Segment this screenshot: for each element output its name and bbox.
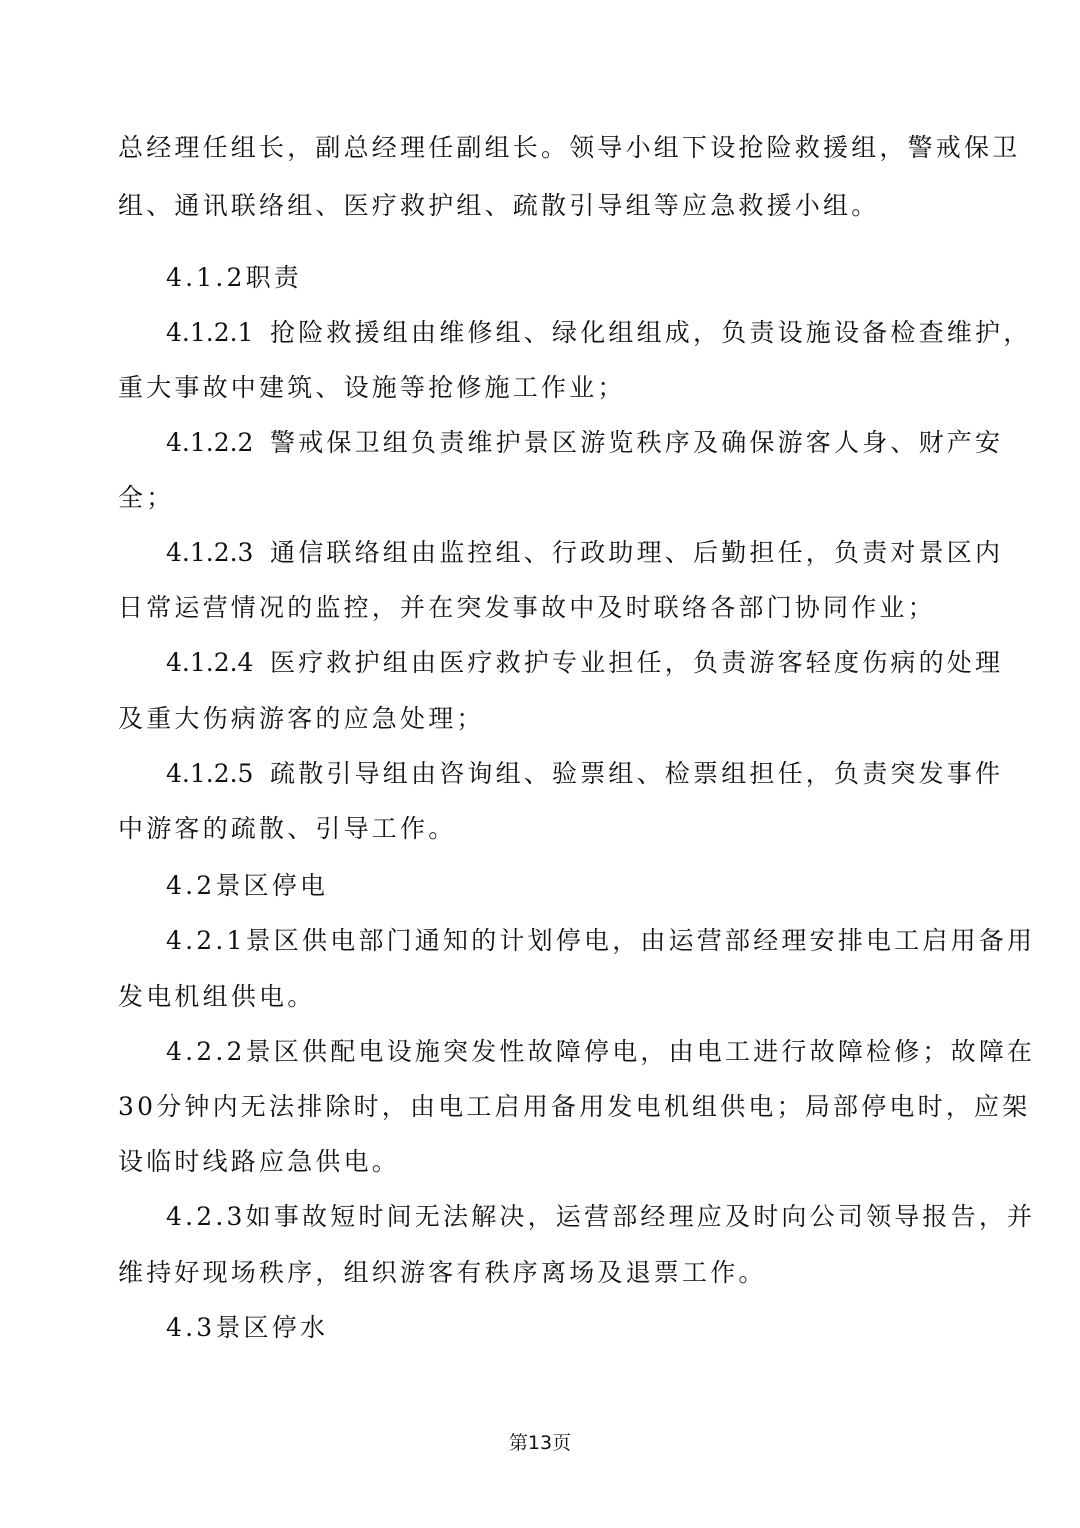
text-line: 及重大伤病游客的应急处理； bbox=[118, 704, 485, 733]
text-line: 日常运营情况的监控，并在突发事故中及时联络各部门协同作业； bbox=[118, 593, 936, 622]
section-heading: 4.3景区停水 bbox=[166, 1313, 329, 1342]
clause-line bbox=[166, 426, 1006, 460]
text-line: 重大事故中建筑、设施等抢修施工作业； bbox=[118, 373, 626, 402]
text-line: 总经理任组长，副总经理任副组长。领导小组下设抢险救援组，警戒保卫 bbox=[118, 133, 1021, 162]
text-line: 中游客的疏散、引导工作。 bbox=[118, 814, 457, 843]
clause-number: 4.1.2.1 bbox=[166, 318, 254, 347]
text-line: 发电机组供电。 bbox=[118, 982, 316, 1011]
text-line: 30分钟内无法排除时，由电工启用备用发电机组供电；局部停电时，应架 bbox=[118, 1092, 1031, 1121]
clause-line bbox=[166, 316, 1032, 350]
text-line: 维持好现场秩序，组织游客有秩序离场及退票工作。 bbox=[118, 1258, 767, 1287]
text-line: 组、通讯联络组、医疗救护组、疏散引导组等应急救援小组。 bbox=[118, 191, 880, 220]
clause-number: 4.1.2.2 bbox=[166, 428, 254, 457]
clause-text: 通信联络组由监控组、行政助理、后勤担任，负责对景区内 bbox=[270, 538, 1004, 567]
text-line: 设临时线路应急供电。 bbox=[118, 1147, 401, 1176]
clause-number: 4.1.2.3 bbox=[166, 538, 254, 567]
clause-text: 疏散引导组由咨询组、验票组、检票组担任，负责突发事件 bbox=[270, 759, 1004, 788]
clause-line bbox=[166, 536, 1006, 570]
text-line: 4.2.3如事故短时间无法解决，运营部经理应及时向公司领导报告，并 bbox=[166, 1202, 1036, 1231]
clause-line bbox=[166, 646, 1006, 680]
clause-text: 抢险救援组由维修组、绿化组组成，负责设施设备检查维护， bbox=[270, 318, 1032, 347]
section-heading: 4.2景区停电 bbox=[166, 871, 329, 900]
text-line: 全； bbox=[118, 483, 175, 512]
clause-text: 警戒保卫组负责维护景区游览秩序及确保游客人身、财产安 bbox=[270, 428, 1004, 457]
text-line: 4.2.2景区供配电设施突发性故障停电，由电工进行故障检修；故障在 bbox=[166, 1037, 1036, 1066]
clause-line bbox=[166, 757, 1006, 791]
text-line: 4.2.1景区供电部门通知的计划停电，由运营部经理安排电工启用备用 bbox=[166, 926, 1036, 955]
page-number: 第13页 bbox=[508, 1432, 572, 1454]
clause-text: 医疗救护组由医疗救护专业担任，负责游客轻度伤病的处理 bbox=[270, 648, 1004, 677]
clause-number: 4.1.2.4 bbox=[166, 648, 254, 677]
section-heading: 4.1.2职责 bbox=[166, 263, 303, 292]
clause-number: 4.1.2.5 bbox=[166, 759, 254, 788]
